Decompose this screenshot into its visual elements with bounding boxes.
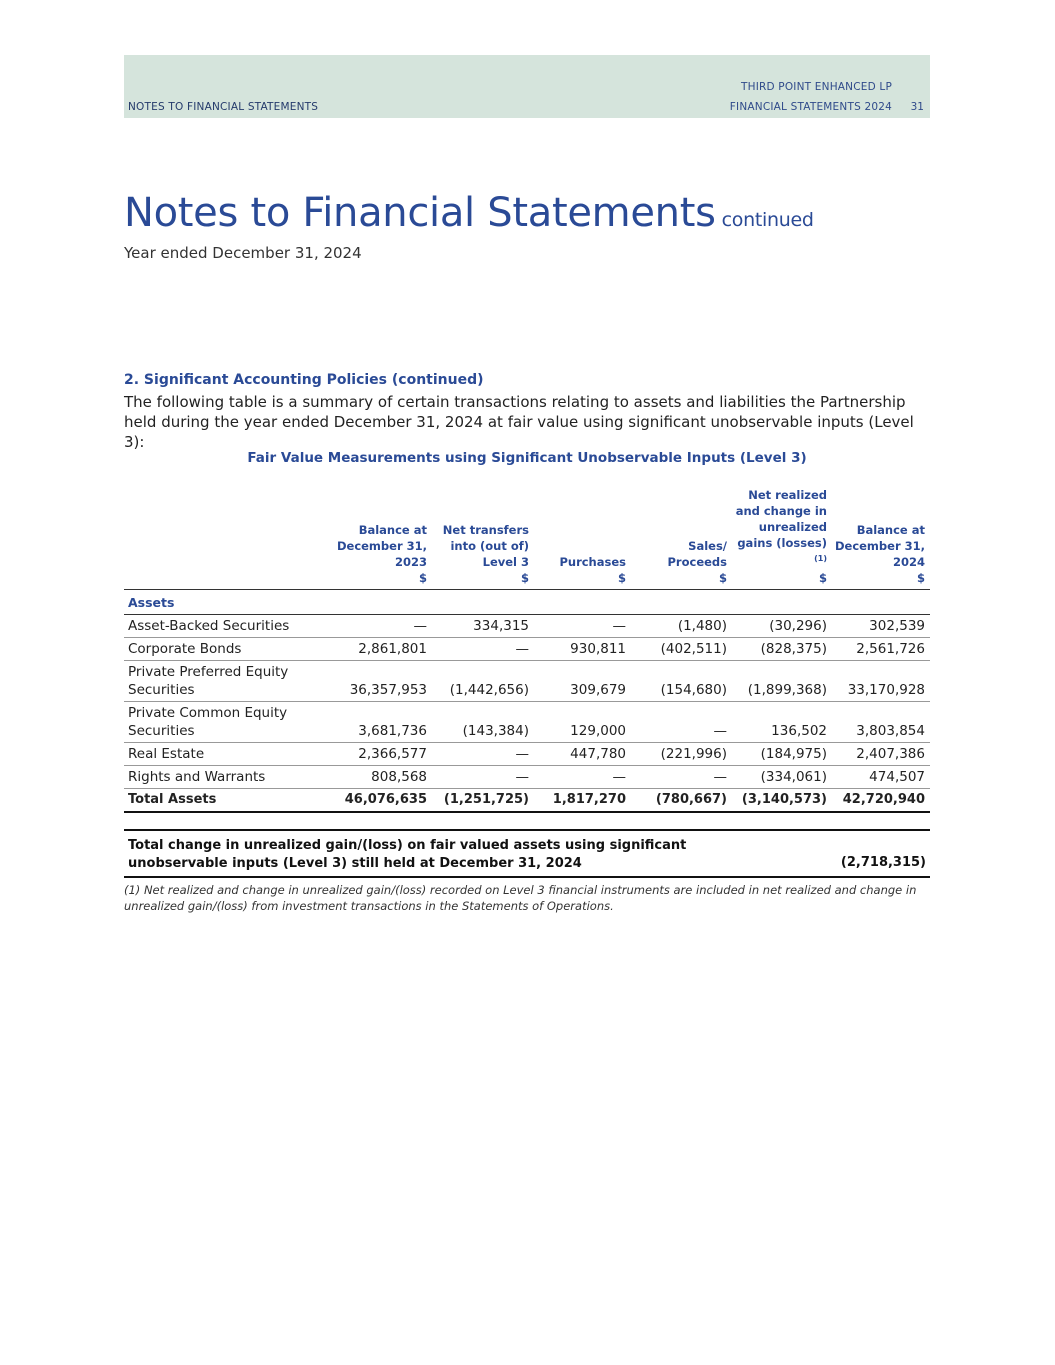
column-header-line: Balance at [856, 522, 925, 537]
column-unit: $ [520, 570, 529, 585]
table-section-row [124, 589, 930, 614]
table-title: Fair Value Measurements using Significant Unobservable Inputs (Level 3) [247, 450, 807, 466]
page-number: 31 [910, 101, 924, 113]
column-header-line: 2024 [892, 554, 925, 569]
table-cell: 302,539 [832, 614, 930, 637]
header-section-label: NOTES TO FINANCIAL STATEMENTS [128, 101, 319, 113]
page-header [124, 55, 930, 118]
table-cell: (402,511) [631, 637, 732, 660]
table-cell: 334,315 [432, 614, 534, 637]
fair-value-table [124, 487, 930, 813]
table-cell: 36,357,953 [324, 660, 432, 701]
table-cell: — [534, 765, 631, 788]
table-cell: 447,780 [534, 742, 631, 765]
column-header [432, 487, 534, 589]
total-cell: 42,720,940 [832, 788, 930, 812]
column-header-line: Balance at [358, 522, 427, 537]
table-cell: (1,899,368) [732, 660, 832, 701]
table-cell: 2,861,801 [324, 637, 432, 660]
table-cell: 129,000 [534, 701, 631, 742]
column-header-line [631, 522, 727, 538]
row-label: Asset-Backed Securities [124, 614, 324, 637]
row-label: Corporate Bonds [124, 637, 324, 660]
column-unit: $ [418, 570, 427, 585]
column-header-line: December 31, [336, 538, 427, 553]
section-label: Assets [124, 589, 930, 614]
table-cell: 2,366,577 [324, 742, 432, 765]
summary-label-line: unobservable inputs (Level 3) still held at December 31, 2024 [128, 856, 582, 871]
row-label: Real Estate [124, 742, 324, 765]
total-cell: 46,076,635 [324, 788, 432, 812]
column-header-text: gains (losses) [737, 536, 827, 550]
column-header-line: Proceeds [667, 554, 727, 569]
table-cell: (184,975) [732, 742, 832, 765]
table-cell: 3,681,736 [324, 701, 432, 742]
column-unit: $ [916, 570, 925, 585]
total-cell: (3,140,573) [732, 788, 832, 812]
table-cell: (1,480) [631, 614, 732, 637]
column-header-line [732, 535, 827, 570]
footnote: (1) Net realized and change in unrealized gain/(loss) recorded on Level 3 financial instruments are included in net realized and change in unrealized gain/(loss) from investment transactions in the Statements of Operations. [124, 883, 917, 913]
column-header-line: Net transfers [442, 522, 529, 537]
table-row [124, 701, 930, 742]
column-header [631, 487, 732, 589]
table-cell: (828,375) [732, 637, 832, 660]
column-header-line: Purchases [559, 554, 626, 569]
table-cell: — [534, 614, 631, 637]
column-header-line: December 31, [834, 538, 925, 553]
table-row [124, 637, 930, 660]
table-cell: (143,384) [432, 701, 534, 742]
header-document-name: FINANCIAL STATEMENTS 2024 [729, 101, 892, 113]
section-intro: The following table is a summary of certain transactions relating to assets and liabilities the Partnership held during the year ended December 31, 2024 at fair value using significant unobservable inputs (Level 3): [124, 393, 914, 451]
page-subtitle: Year ended December 31, 2024 [124, 244, 362, 262]
column-header-line: 2023 [394, 554, 427, 569]
summary-label-line: Total change in unrealized gain/(loss) on fair valued assets using significant [128, 838, 687, 853]
row-label: Private Common Equity Securities [124, 701, 324, 742]
column-header-line: Level 3 [482, 554, 529, 569]
table-cell: (1,442,656) [432, 660, 534, 701]
page-title-main: Notes to Financial Statements [124, 190, 716, 236]
row-label: Rights and Warrants [124, 765, 324, 788]
table-cell: — [631, 765, 732, 788]
total-row [124, 788, 930, 812]
section-heading: 2. Significant Accounting Policies (continued) [124, 372, 484, 388]
table-cell: (154,680) [631, 660, 732, 701]
table-cell: 2,407,386 [832, 742, 930, 765]
total-cell: 1,817,270 [534, 788, 631, 812]
table-cell: (30,296) [732, 614, 832, 637]
column-unit: $ [718, 570, 727, 585]
summary-value: (2,718,315) [840, 855, 926, 870]
column-header-line [631, 506, 727, 522]
table-cell: — [432, 637, 534, 660]
column-unit: $ [617, 570, 626, 585]
column-header-line [324, 506, 427, 522]
page-title-suffix: continued [721, 209, 814, 231]
table-header-row [124, 487, 930, 589]
column-header-line: and change in [735, 504, 827, 518]
table-cell: 136,502 [732, 701, 832, 742]
table-cell: 33,170,928 [832, 660, 930, 701]
table-cell: — [432, 765, 534, 788]
table-cell: — [324, 614, 432, 637]
table-cell: (221,996) [631, 742, 732, 765]
table-row [124, 742, 930, 765]
column-header-line [534, 522, 626, 538]
column-header [324, 487, 432, 589]
column-header [832, 487, 930, 589]
summary-label [128, 837, 688, 873]
table-cell: — [631, 701, 732, 742]
page-title [124, 190, 814, 236]
table-cell: 309,679 [534, 660, 631, 701]
column-header-line: Net realized [748, 488, 827, 502]
header-company-name: THIRD POINT ENHANCED LP [740, 81, 892, 93]
table-cell: 3,803,854 [832, 701, 930, 742]
table-cell: — [432, 742, 534, 765]
column-unit: $ [818, 570, 827, 585]
footnote-marker: (1) [814, 554, 827, 563]
row-label: Private Preferred Equity Securities [124, 660, 324, 701]
header-cell-blank [124, 487, 324, 589]
column-header-line: Sales/ [688, 538, 727, 553]
column-header [534, 487, 631, 589]
column-header-line [432, 506, 529, 522]
total-cell: (780,667) [631, 788, 732, 812]
column-header-line [832, 506, 925, 522]
unrealized-summary [124, 829, 930, 878]
column-header [732, 487, 832, 589]
table-cell: 2,561,726 [832, 637, 930, 660]
table-cell: 930,811 [534, 637, 631, 660]
column-header-line [534, 538, 626, 554]
table-row [124, 614, 930, 637]
total-cell: (1,251,725) [432, 788, 534, 812]
total-label: Total Assets [124, 788, 324, 812]
table-row [124, 765, 930, 788]
table-row [124, 660, 930, 701]
column-header-line: unrealized [758, 520, 827, 534]
column-header-line: into (out of) [450, 538, 529, 553]
table-cell: 474,507 [832, 765, 930, 788]
table-cell: 808,568 [324, 765, 432, 788]
column-header-line [534, 506, 626, 522]
table-cell: (334,061) [732, 765, 832, 788]
